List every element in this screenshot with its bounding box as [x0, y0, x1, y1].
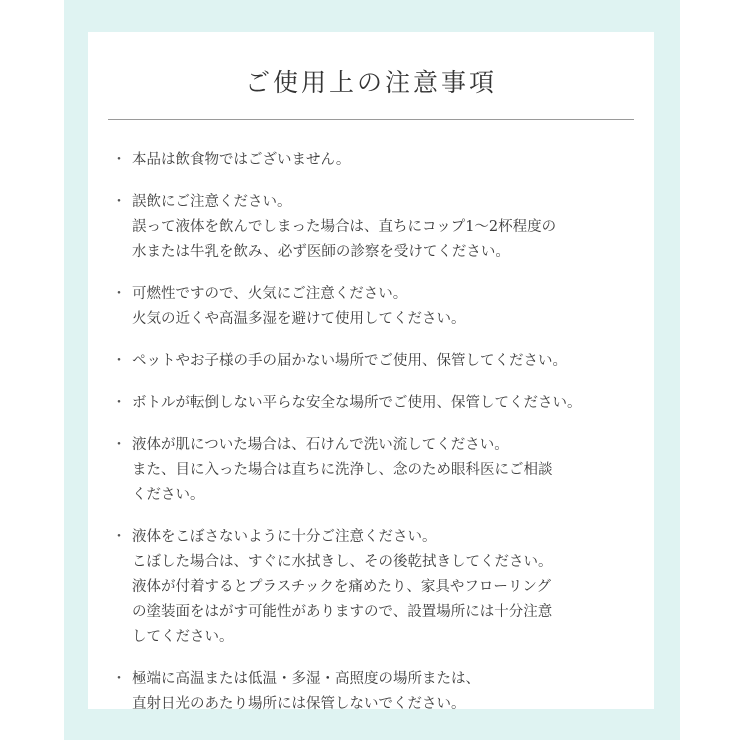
note-line: の塗装面をはがす可能性がありますので、設置場所には十分注意 [132, 604, 553, 620]
list-item [108, 148, 634, 173]
bullet-icon: ・ [112, 529, 126, 545]
note-line: 誤って液体を飲んでしまった場合は、直ちにコップ1～2杯程度の [132, 219, 557, 235]
title-divider [108, 119, 634, 120]
note-line: 本品は飲食物ではございません。 [132, 152, 351, 168]
page-title: ご使用上の注意事項 [244, 68, 497, 97]
bullet-icon: ・ [112, 194, 126, 210]
note-line: 可燃性ですので、火気にご注意ください。 [132, 286, 408, 302]
list-item [108, 525, 634, 650]
note-line: 直射日光のあたり場所には保管しないでください。 [132, 696, 466, 712]
note-line: してください。 [132, 629, 234, 645]
bullet-icon: ・ [112, 437, 126, 453]
note-line: 液体をこぼさないように十分ご注意ください。 [132, 529, 437, 545]
bullet-icon: ・ [112, 152, 126, 168]
list-item [108, 433, 634, 508]
bullet-icon: ・ [112, 395, 126, 411]
bullet-icon: ・ [112, 286, 126, 302]
note-line: ください。 [132, 487, 205, 503]
note-line: 極端に高温または低温・多湿・高照度の場所または、 [132, 671, 480, 687]
note-line: 水または牛乳を飲み、必ず医師の診察を受けてください。 [132, 244, 510, 260]
bullet-icon: ・ [112, 353, 126, 369]
note-line: 火気の近くや高温多湿を避けて使用してください。 [132, 311, 466, 327]
note-line: 誤飲にご注意ください。 [132, 194, 292, 210]
note-line: こぼした場合は、すぐに水拭きし、その後乾拭きしてください。 [132, 554, 553, 570]
list-item [108, 190, 634, 265]
note-line: また、目に入った場合は直ちに洗浄し、念のため眼科医にご相談 [132, 462, 553, 478]
list-item [108, 391, 634, 416]
note-line: ボトルが転倒しない平らな安全な場所でご使用、保管してください。 [132, 395, 582, 411]
notice-panel [88, 32, 654, 712]
list-item [108, 667, 634, 717]
list-item [108, 349, 634, 374]
note-line: 液体が肌についた場合は、石けんで洗い流してください。 [132, 437, 509, 453]
bullet-icon: ・ [112, 671, 126, 687]
note-line: ペットやお子様の手の届かない場所でご使用、保管してください。 [132, 353, 567, 369]
note-line: 液体が付着するとプラスチックを痛めたり、家具やフローリング [132, 579, 552, 595]
list-item [108, 282, 634, 332]
notes-list [108, 148, 634, 734]
